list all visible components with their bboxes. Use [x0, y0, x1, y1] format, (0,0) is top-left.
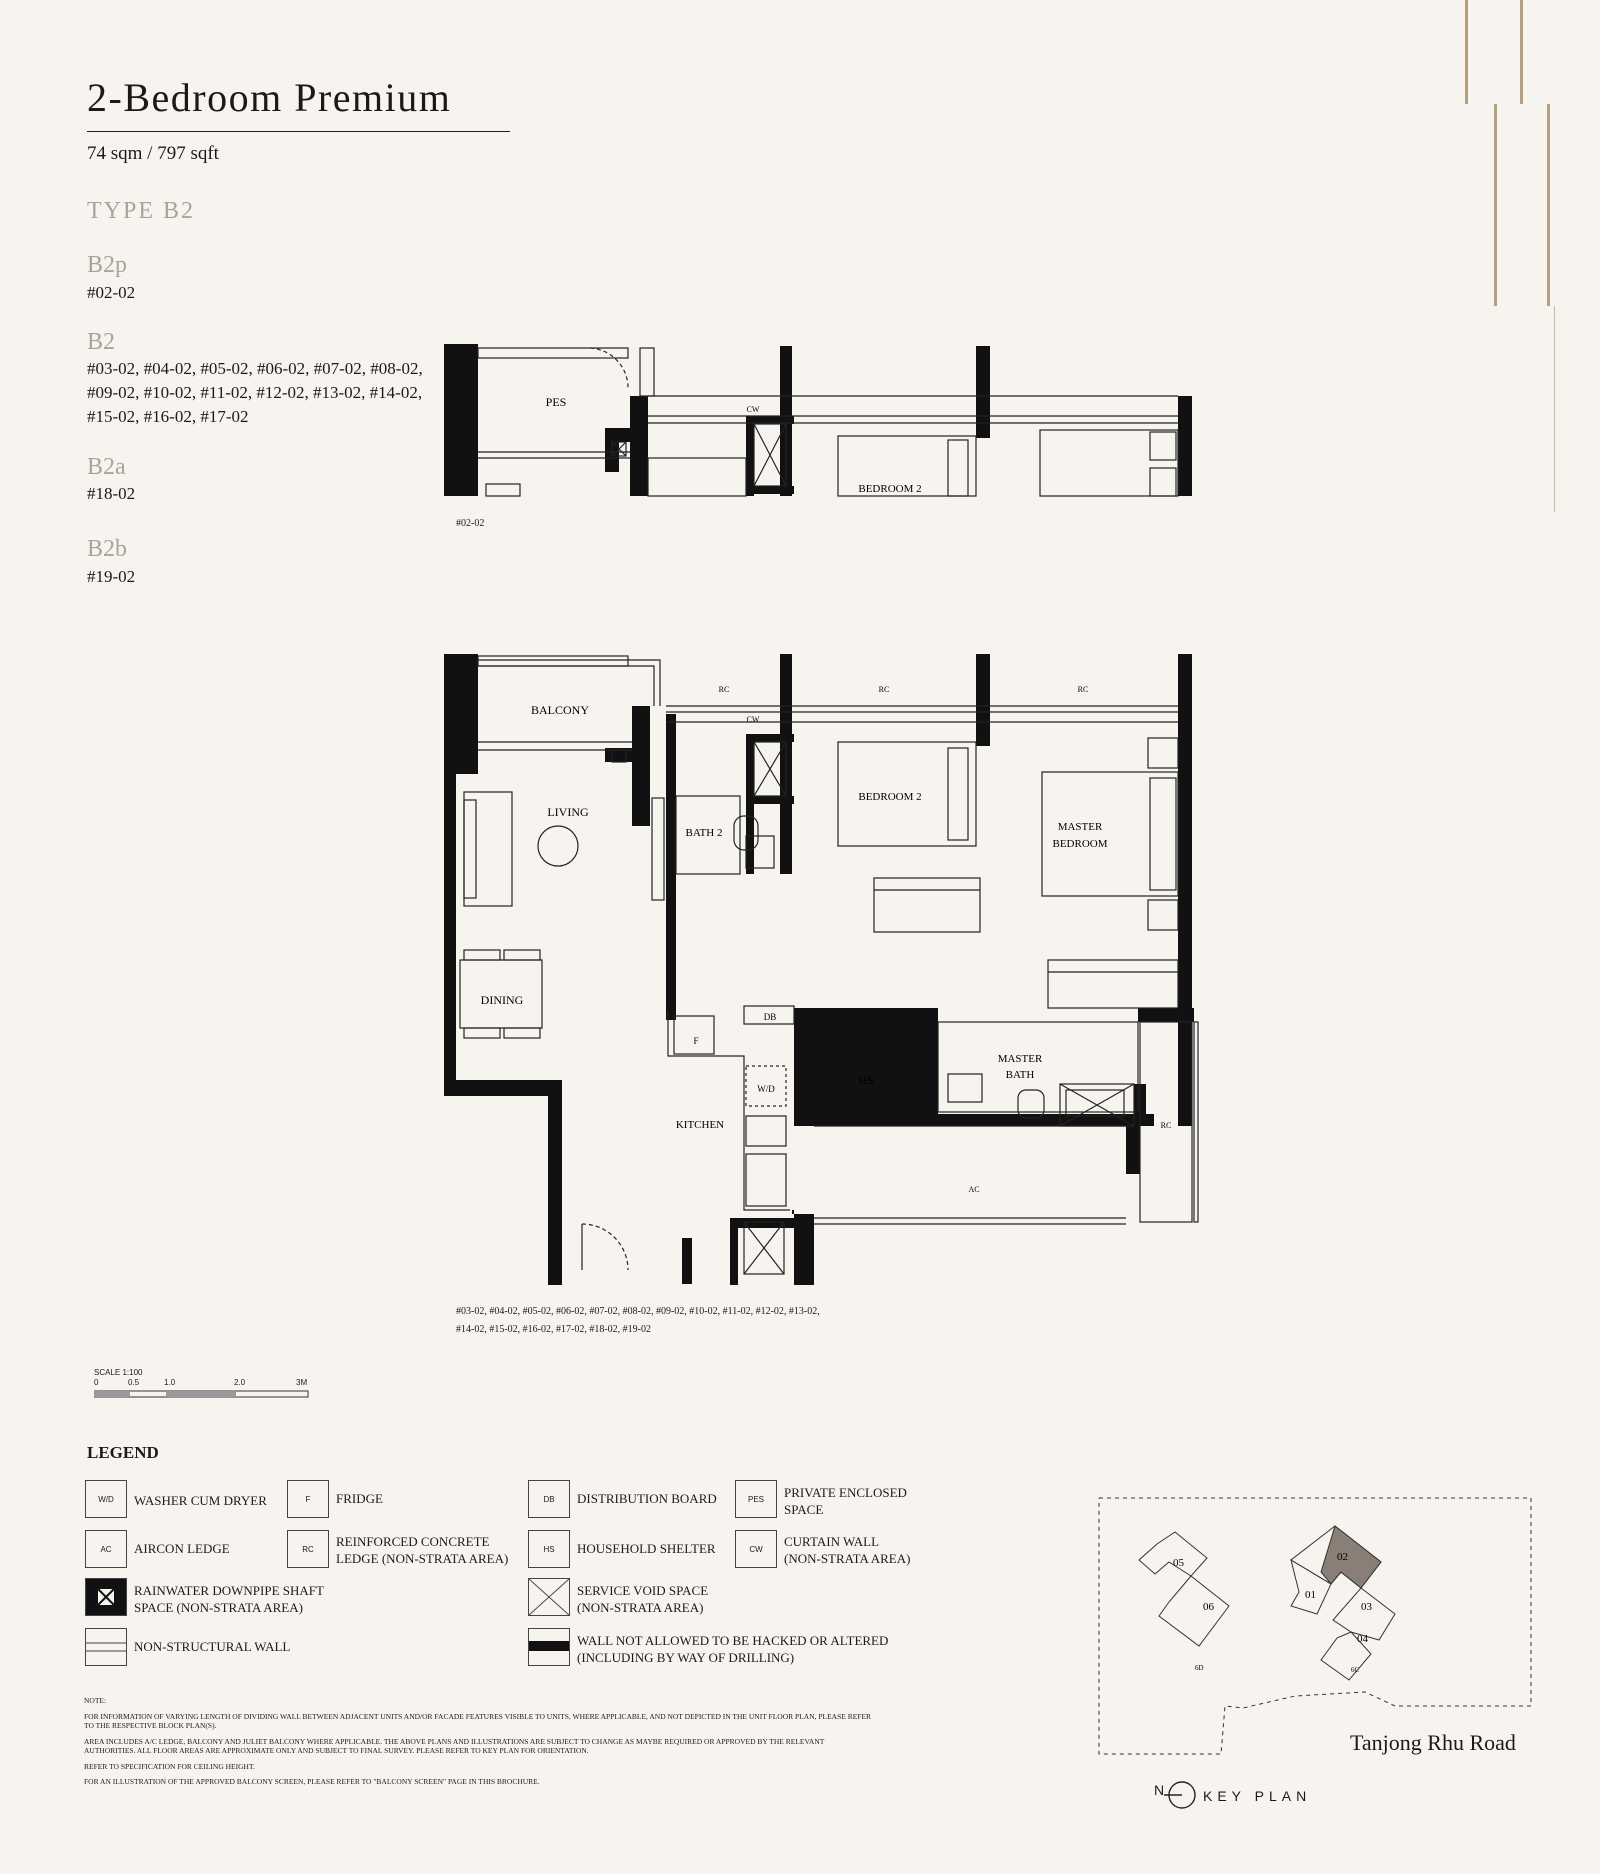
unit-area: 74 sqm / 797 sqft — [87, 143, 219, 164]
service-void-icon — [528, 1578, 570, 1616]
room-label-pes: PES — [545, 395, 567, 409]
legend-code: F — [287, 1480, 329, 1518]
legend-code: CW — [735, 1530, 777, 1568]
variant-units: #03-02, #04-02, #05-02, #06-02, #07-02, #08-02, #09-02, #10-02, #11-02, #12-02, #13-02, #14-02, #15-02, #16-02, #17-02 — [87, 359, 423, 426]
ledge-label-rc: RC — [1160, 1121, 1172, 1130]
legend-text: NON-STRUCTURAL WALL — [134, 1639, 291, 1654]
scale-tick: 2.0 — [234, 1378, 246, 1387]
keyplan-block-label: 6D — [1195, 1664, 1204, 1672]
notes-heading: NOTE: — [84, 1696, 107, 1705]
room-label-hs: HS — [858, 1073, 874, 1087]
room-label-cw: CW — [746, 405, 760, 414]
key-plan-map — [1095, 1492, 1535, 1762]
legend-code: AC — [85, 1530, 127, 1568]
scale-tick: 0 — [94, 1378, 99, 1387]
legend-code: W/D — [85, 1480, 127, 1518]
plan-caption: #02-02 — [456, 518, 485, 529]
room-label-master-bedroom: BEDROOM — [1052, 838, 1108, 850]
fixture-label-db: DB — [763, 1012, 777, 1022]
fixture-label-fridge: F — [693, 1036, 699, 1046]
highlighted-unit-02 — [1321, 1526, 1381, 1588]
scale-label: SCALE 1:100 — [94, 1368, 143, 1377]
note-line: FOR INFORMATION OF VARYING LENGTH OF DIVIDING WALL BETWEEN ADJACENT UNITS AND/OR FACADE FEATURES VISIBLE TO UNITS, WHERE APPLICABLE, AND NOT DEPICTED IN THE UNIT FLOOR PLAN, PLEASE REFER TO THE RESPECTIVE BLOCK PLAN(S). — [84, 1711, 872, 1730]
unit-type: TYPE B2 — [87, 198, 196, 224]
road-label: Tanjong Rhu Road — [1350, 1730, 1516, 1755]
scale-tick: 3M — [296, 1378, 308, 1387]
structural-wall-icon — [528, 1628, 570, 1666]
ledge-label-rc: RC — [878, 685, 890, 694]
decorative-line — [1465, 0, 1468, 104]
legend-text: WALL NOT ALLOWED TO BE HACKED OR ALTERED (INCLUDING BY WAY OF DRILLING) — [577, 1633, 889, 1665]
ledge-label-cw: CW — [746, 715, 760, 724]
legend-code: PES — [735, 1480, 777, 1518]
room-label-kitchen: KITCHEN — [675, 1119, 725, 1131]
room-label-master-bath: BATH — [1005, 1069, 1035, 1081]
decorative-line — [1547, 104, 1550, 306]
room-label-bedroom2: BEDROOM 2 — [858, 483, 922, 495]
scale-bar-graphic — [94, 1388, 314, 1400]
north-arrow-icon — [1164, 1780, 1200, 1810]
legend-text: RAINWATER DOWNPIPE SHAFT SPACE (NON-STRATA AREA) — [134, 1583, 324, 1615]
decorative-line — [1554, 306, 1555, 512]
legend-text: FRIDGE — [336, 1491, 383, 1506]
non-structural-wall-icon — [85, 1628, 127, 1666]
notes — [84, 1696, 874, 1793]
keyplan-unit-label: 05 — [1173, 1557, 1184, 1569]
legend-title: LEGEND — [87, 1443, 159, 1462]
note-line: FOR AN ILLUSTRATION OF THE APPROVED BALCONY SCREEN, PLEASE REFER TO "BALCONY SCREEN" PAGE IN THIS BROCHURE. — [84, 1777, 540, 1786]
variant-units: #02-02 — [87, 283, 136, 302]
legend-code: HS — [528, 1530, 570, 1568]
keyplan-unit-label: 02 — [1337, 1551, 1348, 1563]
legend-text: HOUSEHOLD SHELTER — [577, 1541, 716, 1556]
title-underline — [87, 131, 510, 132]
legend-text: DISTRIBUTION BOARD — [577, 1491, 717, 1506]
scale-tick: 0.5 — [128, 1378, 140, 1387]
variant-name: B2 — [87, 329, 116, 355]
keyplan-block-label: 6C — [1351, 1666, 1360, 1674]
floor-plan-b2 — [440, 650, 1200, 1285]
legend-text: AIRCON LEDGE — [134, 1541, 230, 1556]
note-line: AREA INCLUDES A/C LEDGE, BALCONY AND JULIET BALCONY WHERE APPLICABLE. THE ABOVE PLANS AND ILLUSTRATIONS ARE SUBJECT TO CHANGE AS MAYBE REQUIRED OR APPROVED BY THE RELEVANT AUTHORITIES. ALL FLOOR AREAS ARE APPROXIMATE ONLY AND SUBJECT TO FINAL SURVEY. PLEASE REFER TO KEY PLAN FOR ORIENTATION. — [84, 1736, 825, 1755]
decorative-line — [1494, 104, 1497, 306]
keyplan-unit-label: 03 — [1361, 1601, 1372, 1613]
legend-text: WASHER CUM DRYER — [134, 1493, 267, 1508]
plan-caption: #14-02, #15-02, #16-02, #17-02, #18-02, #19-02 — [456, 1324, 651, 1335]
room-label-master-bedroom: MASTER — [1057, 821, 1103, 833]
variant-units: #18-02 — [87, 484, 136, 503]
ledge-label-ac: AC — [968, 1185, 980, 1194]
north-label: N — [1154, 1782, 1165, 1798]
key-plan-label: KEY PLAN — [1203, 1788, 1312, 1804]
ledge-label-rc: RC — [718, 685, 730, 694]
room-label-bath2: BATH 2 — [685, 827, 723, 839]
page-title: 2-Bedroom Premium — [87, 75, 452, 120]
room-label-master-bath: MASTER — [997, 1053, 1043, 1065]
room-label-balcony: BALCONY — [530, 703, 590, 717]
plan-caption: #03-02, #04-02, #05-02, #06-02, #07-02, #08-02, #09-02, #10-02, #11-02, #12-02, #13-02, — [456, 1306, 820, 1317]
ledge-label-rc: RC — [1077, 685, 1089, 694]
scale-tick: 1.0 — [164, 1378, 176, 1387]
room-label-bedroom2: BEDROOM 2 — [858, 791, 922, 803]
decorative-line — [1520, 0, 1523, 104]
variant-units: #19-02 — [87, 567, 136, 586]
scale-bar — [92, 1368, 322, 1412]
fixture-label-wd: W/D — [757, 1084, 775, 1094]
legend-text: SERVICE VOID SPACE (NON-STRATA AREA) — [577, 1583, 709, 1615]
legend-text: CURTAIN WALL (NON-STRATA AREA) — [784, 1534, 911, 1566]
keyplan-unit-label: 04 — [1357, 1633, 1368, 1645]
room-label-dining: DINING — [480, 993, 524, 1007]
variant-name: B2b — [87, 536, 128, 562]
rainwater-downpipe-icon — [85, 1578, 127, 1616]
keyplan-unit-label: 01 — [1305, 1589, 1316, 1601]
legend-text: PRIVATE ENCLOSED SPACE — [784, 1485, 907, 1517]
note-line: REFER TO SPECIFICATION FOR CEILING HEIGHT. — [84, 1761, 255, 1771]
legend-code: RC — [287, 1530, 329, 1568]
variant-name: B2p — [87, 252, 128, 278]
partial-floor-plan-b2p — [440, 340, 1200, 500]
keyplan-unit-label: 06 — [1203, 1601, 1214, 1613]
variant-name: B2a — [87, 454, 126, 480]
room-label-living: LIVING — [547, 805, 589, 819]
legend-text: REINFORCED CONCRETE LEDGE (NON-STRATA AREA) — [336, 1534, 509, 1566]
legend-code: DB — [528, 1480, 570, 1518]
